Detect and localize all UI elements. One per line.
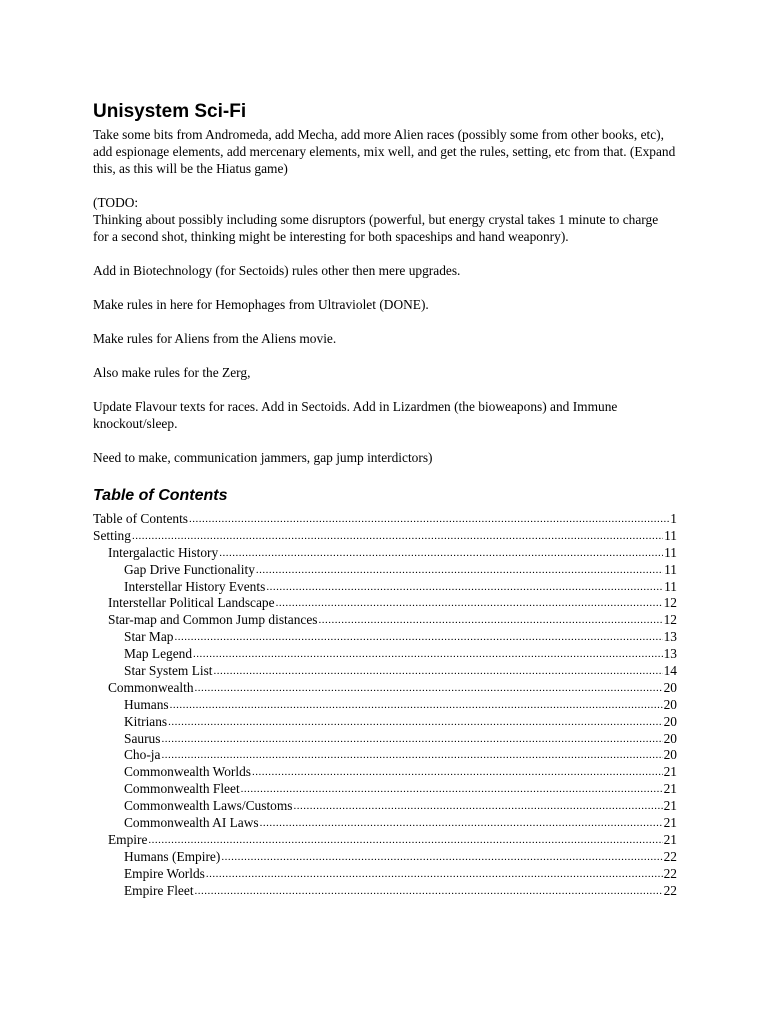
toc-entry-page-number: 22	[663, 882, 677, 898]
toc-entry-page-number: 20	[663, 713, 677, 729]
toc-entry[interactable]	[93, 629, 677, 646]
todo-paragraph: (TODO: Thinking about possibly including some disruptors (powerful, but energy crystal takes 1 minute to charge for a second shot, thinking might be interesting for both spaceships and hand weaponry).	[93, 195, 659, 244]
todo-flavour-note: Update Flavour texts for races. Add in Sectoids. Add in Lizardmen (the bioweapons) and Immune knockout/sleep.	[93, 399, 618, 431]
toc-entry-page-number: 12	[663, 612, 677, 628]
toc-entry-page-number: 1	[670, 511, 677, 526]
toc-entry-label: Intergalactic History	[108, 544, 219, 560]
toc-entry-page-number: 12	[663, 595, 677, 611]
toc-entry-label: Empire	[108, 831, 148, 847]
toc-entry-page-number: 20	[663, 730, 677, 746]
toc-entry-page-number: 21	[663, 798, 677, 814]
toc-entry[interactable]	[93, 511, 677, 528]
toc-dot-leader	[319, 611, 663, 629]
toc-entry-page-number: 21	[663, 764, 677, 780]
paragraph-spacer	[93, 177, 677, 194]
toc-dot-leader	[132, 527, 663, 545]
toc-entry[interactable]	[93, 646, 677, 663]
toc-entry[interactable]	[93, 798, 677, 815]
paragraph-spacer	[93, 279, 677, 296]
toc-entry[interactable]	[93, 663, 677, 680]
toc-entry[interactable]	[93, 781, 677, 798]
toc-dot-leader	[241, 780, 663, 798]
toc-entry-label: Gap Drive Functionality	[124, 561, 255, 577]
toc-dot-leader	[266, 578, 663, 596]
toc-entry-page-number: 21	[663, 781, 677, 797]
todo-hemophages-note: Make rules in here for Hemophages from Ultraviolet (DONE).	[93, 297, 429, 312]
toc-entry[interactable]	[93, 595, 677, 612]
toc-entry-page-number: 21	[663, 815, 677, 831]
toc-entry-label: Table of Contents	[93, 511, 189, 526]
toc-dot-leader	[174, 628, 662, 646]
toc-dot-leader	[276, 594, 663, 612]
table-of-contents	[93, 511, 677, 899]
toc-entry-label: Empire Fleet	[124, 882, 194, 898]
toc-entry-page-number: 13	[663, 629, 677, 645]
toc-entry-page-number: 20	[663, 747, 677, 763]
intro-paragraph: Take some bits from Andromeda, add Mecha, add more Alien races (possibly some from other books, etc), add espionage elements, add mercenary elements, mix well, and get the rules, setting, etc from that. (Expand this, as this will be the Hiatus game)	[93, 127, 676, 176]
paragraph-spacer	[93, 381, 677, 398]
todo-zerg-note: Also make rules for the Zerg,	[93, 365, 251, 380]
toc-entry[interactable]	[93, 849, 677, 866]
toc-entry-label: Star-map and Common Jump distances	[108, 612, 318, 628]
toc-entry[interactable]	[93, 764, 677, 781]
toc-entry-label: Empire Worlds	[124, 865, 205, 881]
toc-entry[interactable]	[93, 697, 677, 714]
toc-entry-label: Kitrians	[124, 713, 168, 729]
paragraph-spacer	[93, 432, 677, 449]
toc-dot-leader	[221, 848, 662, 866]
toc-entry-label: Commonwealth Laws/Customs	[124, 798, 293, 814]
todo-biotech-note: Add in Biotechnology (for Sectoids) rules other then mere upgrades.	[93, 263, 461, 278]
toc-entry[interactable]	[93, 731, 677, 748]
toc-entry-label: Commonwealth Worlds	[124, 764, 251, 780]
toc-entry-page-number: 21	[663, 831, 677, 847]
toc-entry[interactable]	[93, 815, 677, 832]
toc-entry-page-number: 22	[663, 848, 677, 864]
toc-dot-leader	[161, 730, 662, 748]
toc-entry[interactable]	[93, 832, 677, 849]
toc-entry[interactable]	[93, 883, 677, 900]
toc-dot-leader	[161, 746, 662, 764]
toc-dot-leader	[260, 814, 663, 832]
toc-heading: Table of Contents	[93, 487, 228, 504]
toc-entry-label: Cho-ja	[124, 747, 161, 763]
toc-entry-label: Saurus	[124, 730, 161, 746]
toc-entry-label: Star System List	[124, 663, 213, 679]
toc-entry-page-number: 20	[663, 679, 677, 695]
toc-entry-page-number: 11	[664, 544, 677, 560]
toc-entry-label: Commonwealth AI Laws	[124, 815, 259, 831]
toc-entry[interactable]	[93, 545, 677, 562]
toc-entry[interactable]	[93, 579, 677, 596]
toc-dot-leader	[256, 561, 663, 579]
toc-entry-label: Map Legend	[124, 646, 193, 662]
paragraph-spacer	[93, 313, 677, 330]
toc-entry-label: Star Map	[124, 629, 174, 645]
toc-entry-page-number: 11	[664, 578, 677, 594]
toc-entry[interactable]	[93, 612, 677, 629]
toc-entry-page-number: 14	[663, 663, 677, 679]
toc-entry[interactable]	[93, 714, 677, 731]
toc-dot-leader	[170, 696, 663, 714]
toc-dot-leader	[294, 797, 663, 815]
toc-entry[interactable]	[93, 562, 677, 579]
toc-entry[interactable]	[93, 866, 677, 883]
toc-entry-label: Interstellar Political Landscape	[108, 595, 275, 611]
toc-entry-page-number: 13	[663, 646, 677, 662]
document-title: Unisystem Sci-Fi	[93, 101, 247, 122]
toc-dot-leader	[195, 882, 663, 900]
toc-entry[interactable]	[93, 528, 677, 545]
toc-entry-page-number: 11	[664, 561, 677, 577]
todo-jammers-note: Need to make, communication jammers, gap jump interdictors)	[93, 450, 433, 465]
toc-dot-leader	[206, 865, 663, 883]
toc-entry-label: Humans	[124, 696, 169, 712]
toc-dot-leader	[148, 831, 662, 849]
paragraph-spacer	[93, 245, 677, 262]
toc-dot-leader	[219, 544, 663, 562]
toc-dot-leader	[189, 510, 669, 528]
toc-dot-leader	[193, 645, 663, 663]
toc-entry-label: Commonwealth	[108, 679, 194, 695]
toc-entry-page-number: 11	[664, 527, 677, 543]
toc-entry-label: Setting	[93, 527, 131, 543]
toc-entry-label: Interstellar History Events	[124, 578, 266, 594]
toc-entry-label: Humans (Empire)	[124, 848, 221, 864]
document-page	[93, 100, 677, 899]
toc-entry-page-number: 22	[663, 865, 677, 881]
toc-entry[interactable]	[93, 747, 677, 764]
paragraph-spacer	[93, 347, 677, 364]
toc-entry-label: Commonwealth Fleet	[124, 781, 240, 797]
toc-dot-leader	[214, 662, 663, 680]
toc-dot-leader	[252, 763, 663, 781]
toc-dot-leader	[168, 713, 662, 731]
toc-entry[interactable]	[93, 680, 677, 697]
toc-entry-page-number: 20	[663, 696, 677, 712]
toc-dot-leader	[195, 679, 663, 697]
todo-aliens-note: Make rules for Aliens from the Aliens movie.	[93, 331, 337, 346]
